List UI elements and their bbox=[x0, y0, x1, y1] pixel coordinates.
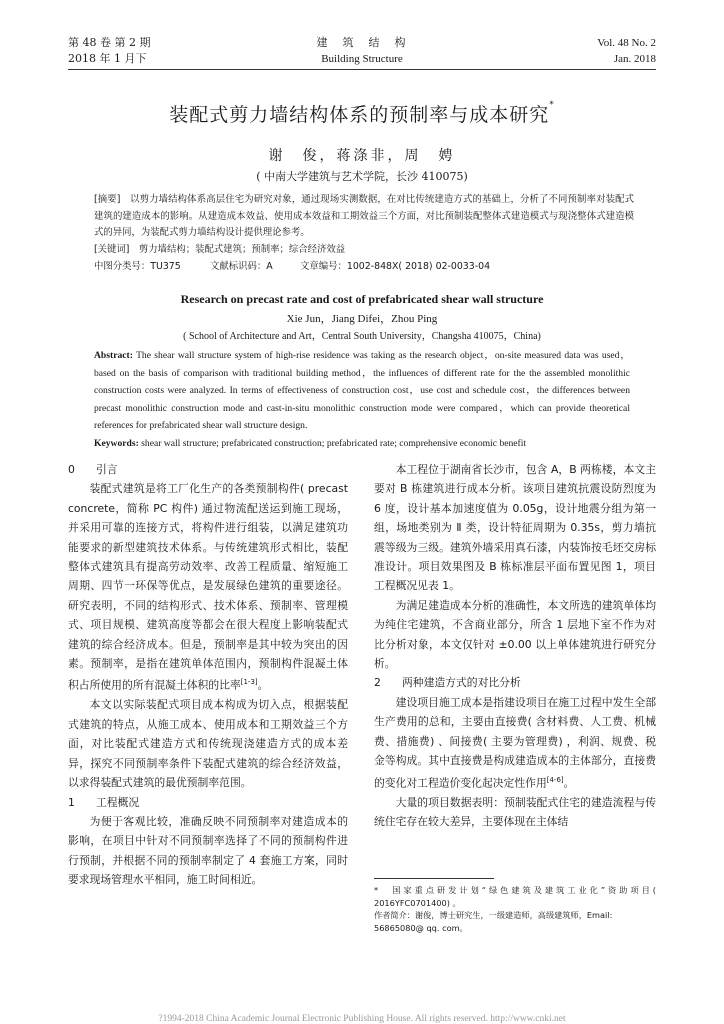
footnote-fund: 国家重点研发计划“绿色建筑及建筑工业化”资助项目( 2016YFC0701400) 。 bbox=[374, 885, 656, 908]
footnote bbox=[374, 884, 656, 934]
header-journal-cn: 建 筑 结 构 bbox=[316, 36, 408, 49]
article-number: 文章编号：1002-848X( 2018) 02-0033-04 bbox=[300, 261, 491, 272]
class-number: 中图分类号：TU375 bbox=[94, 261, 181, 272]
affiliation-en: ( School of Architecture and Art，Central South University，Changsha 410075，China) bbox=[183, 331, 541, 342]
keywords-label-cn: [关键词] bbox=[94, 244, 130, 255]
comparison-paragraph-2: 大量的项目数据表明：预制装配式住宅的建造流程与传统住宅存在较大差异，主要体现在主体结 bbox=[374, 795, 656, 828]
footnote-mark: * bbox=[374, 885, 379, 895]
footnote-rule bbox=[374, 878, 494, 879]
abstract-cn bbox=[94, 192, 634, 242]
keywords-label-en: Keywords: bbox=[94, 437, 139, 449]
intro-paragraph-1: 装配式建筑是将工厂化生产的各类预制构件( precast concrete，简称 PC 构件) 通过物流配送运到施工现场，并采用可靠的连接方式，将构件进行组装，以满足建筑功能要求的新型建筑技术体系。与传统建筑形式相比，装配整体式建筑具有提高劳动效率、改善工程质量、缩短施工周期、四节一环保等优点，是发展绿色建筑的重要途径。研究表明，不同的结构形式、技术体系、预制率、管理模式、项目规模、建筑高度等都会在很大程度上影响装配式建筑的综合经济成本。但是，预制率是其中较为突出的因素。预制率，是指在建筑单体范围内，预制构件混凝土体积占所使用的所有混凝土体积的比率[1-3]。 bbox=[68, 482, 348, 693]
right-column bbox=[374, 460, 656, 831]
affiliation-cn: ( 中南大学建筑与艺术学院，长沙 410075) bbox=[256, 170, 468, 183]
header-volume-cn: 第 48 卷 第 2 期 bbox=[68, 36, 151, 49]
overview-paragraph-3: 为满足建造成本分析的准确性，本文所选的建筑单体均为纯住宅建筑，不含商业部分，所含 1 层地下室不作为对比分析对象，本文仅针对 ±0.00 以上单体建筑进行研究分析。 bbox=[374, 598, 656, 671]
overview-paragraph-2: 本工程位于湖南省长沙市，包含 A，B 两栋楼，本文主要对 B 栋建筑进行成本分析。该项目建筑抗震设防烈度为 6 度，设计基本加速度值为 0.05g，设计地震分组为第一组，场地类别为 Ⅱ 类，设计特征周期为 0.35s，剪力墙抗震等级为三级。建筑外墙采用真石漆，内装饰按毛坯交房标准设计。项目效果图及 B 栋标准层平面布置见图 1，项目工程概况见表 1。 bbox=[374, 463, 656, 593]
footnote-author: 作者简介：谢俊，博士研究生，一级建造师，高级建筑师，Email: bbox=[374, 910, 613, 920]
section-heading-overview: 1 工程概况 bbox=[68, 795, 140, 809]
authors-cn: 谢 俊，蒋涤非，周 娉 bbox=[268, 148, 456, 164]
overview-paragraph-1: 为便于客观比较，准确反映不同预制率对建造成本的影响，在项目中针对不同预制率选择了不同的预制构件进行预制，并根据不同的预制率制定了 4 套施工方案，同时要求现场管理水平相同，施工时间相近。 bbox=[68, 814, 348, 887]
abstract-text-cn: 以剪力墙结构体系高层住宅为研究对象，通过现场实测数据，在对比传统建造方式的基础上，分析了不同预制率对装配式建筑的建造成本的影响。从建造成本效益、使用成本效益和工期效益三个方面，对比预制装配整体式建造模式与现浇整体式建造模式的异同，为装配式剪力墙结构设计提供理论参考。 bbox=[94, 194, 634, 238]
header-rule bbox=[68, 69, 656, 70]
section-heading-intro: 0 引言 bbox=[68, 463, 118, 476]
title-footnote-mark: * bbox=[549, 100, 555, 110]
header-date-cn: 2018 年 1 月下 bbox=[68, 52, 147, 65]
intro-paragraph-2: 本文以实际装配式项目成本构成为切入点，根据装配式建筑的特点，从施工成本、使用成本和工期效益三个方面，对比装配式建造方式和传统现浇建造方式的成本差异，探究不同预制率条件下装配式建筑的综合经济效益，以求得装配式建筑的最优预制率范围。 bbox=[68, 698, 348, 790]
footnote-email: 56865080@ qq. com。 bbox=[374, 922, 468, 933]
comparison-paragraph-1: 建设项目施工成本是指建设项目在施工过程中发生全部生产费用的总和，主要由直接费( 含材料费、人工费、机械费、措施费) 、间接费( 主要为管理费) ，利润、规费、税金等构成。其中直接费是构成建造成本的主体部分，直接费的变化对工程造价变化起决定性作用[4-6]。 bbox=[374, 695, 656, 790]
paper-title-en: Research on precast rate and cost of prefabricated shear wall structure bbox=[180, 292, 544, 306]
paper-title-cn: 装配式剪力墙结构体系的预制率与成本研究* bbox=[169, 100, 555, 126]
abstract-label-cn: [摘要] bbox=[94, 194, 121, 205]
citation-4-6: [4-6] bbox=[546, 775, 564, 784]
keywords-text-cn: 剪力墙结构；装配式建筑；预制率；综合经济效益 bbox=[138, 244, 346, 255]
keywords-cn bbox=[94, 242, 634, 259]
document-code: 文献标识码：A bbox=[210, 261, 273, 272]
abstract-text-en: The shear wall structure system of high-rise residence was taking as the research object，on-site measured data was used，based on the basis of comparison with traditional building method，the influences of different rate for the the assembled monolithic construction costs were analyzed. In terms of effectiveness of construction cost，use cost and schedule cost，the differences between precast monolithic construction mode and cast-in-situ monolithic construction mode were compared，which can provide theoretical references for prefabricated shear wall structure design. bbox=[94, 350, 630, 431]
keywords-text-en: shear wall structure; prefabricated construction; prefabricated rate; comprehensive economic benefit bbox=[141, 437, 527, 449]
authors-en: Xie Jun，Jiang Difei，Zhou Ping bbox=[286, 313, 438, 325]
abstract-en bbox=[94, 347, 630, 452]
left-column bbox=[68, 460, 348, 890]
header-date-en: Jan. 2018 bbox=[613, 53, 656, 65]
citation-1-3: [1-3] bbox=[240, 678, 258, 687]
abstract-label-en: Abstract: bbox=[94, 350, 133, 361]
header-journal-en: Building Structure bbox=[321, 53, 403, 65]
header-volume-en: Vol. 48 No. 2 bbox=[597, 37, 656, 49]
section-heading-comparison: 2 两种建造方式的对比分析 bbox=[374, 676, 521, 690]
cnki-watermark: ?1994-2018 China Academic Journal Electronic Publishing House. All rights reserved. http://www.cnki.net bbox=[158, 1014, 566, 1024]
